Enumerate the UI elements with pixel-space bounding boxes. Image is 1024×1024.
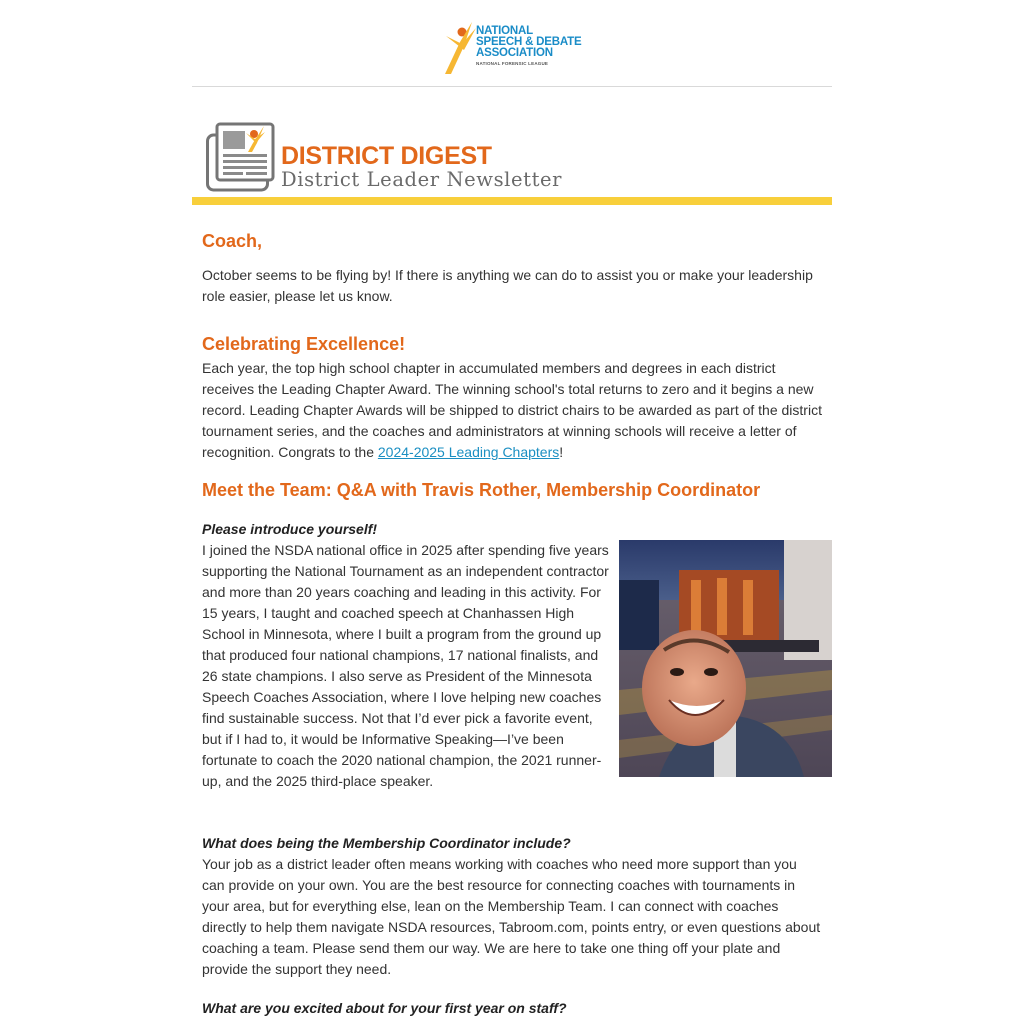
answer-1: I joined the NSDA national office in 2025 after spending five years supporting the National Tournament as an independent contractor and more than 20 years coaching and leading in this activity. For 15 years, I taught and coached speech at Chanhassen High School in Minnesota, where I built a program from the ground up that produced four national champions, 17 national finalists, and 26 state champions. I also serve as President of the Minnesota Speech Coaches Association, where I love helping new coaches find sustainable success. Not that I’d ever pick a favorite event, but if I had to, it would be Informative Speaking—I’ve been fortunate to coach the 2020 national champion, the 2021 runner-up, and the 2025 third-place speaker. <box>202 542 609 789</box>
header <box>192 0 832 87</box>
question-3: What are you excited about for your first year on staff? <box>202 1000 567 1016</box>
logo-tagline: NATIONAL FORENSIC LEAGUE <box>476 61 549 66</box>
excellence-heading: Celebrating Excellence! <box>202 334 406 354</box>
team-q1-block <box>202 519 612 792</box>
team-q2-block <box>202 833 822 980</box>
newspaper-icon <box>206 121 276 193</box>
banner-subtitle: District Leader Newsletter <box>281 168 563 191</box>
banner-divider <box>192 197 832 205</box>
greeting-heading: Coach, <box>202 231 263 251</box>
district-digest-banner <box>192 118 832 198</box>
logo-wordmark <box>476 26 581 59</box>
leading-chapters-link[interactable]: 2024-2025 Leading Chapters <box>377 444 560 460</box>
team-heading-block <box>202 479 822 501</box>
logo-line-2: SPEECH & DEBATE <box>476 36 582 48</box>
team-q3-block <box>202 998 822 1019</box>
greeting-body: October seems to be flying by! If there is anything we can do to assist you or make your leadership role easier, please let us know. <box>202 267 813 304</box>
travis-rother-photo <box>619 540 832 777</box>
excellence-body <box>202 358 822 463</box>
question-2: What does being the Membership Coordinator include? <box>202 835 571 851</box>
excellence-text-end: ! <box>559 444 564 460</box>
team-heading: Meet the Team: Q&A with Travis Rother, Membership Coordinator <box>202 480 761 500</box>
excellence-section <box>202 333 822 463</box>
answer-2: Your job as a district leader often means working with coaches who need more support than you can provide on your own. You are the best resource for connecting coaches with tournaments in your area, but for everything else, lean on the Membership Team. I can connect with coaches directly to help them navigate NSDA resources, Tabroom.com, points entry, or even questions about coaching a team. Please send them our way. We are here to take one thing off your plate and provide the support they need. <box>202 856 821 977</box>
nsda-figure-icon <box>442 20 478 76</box>
logo-line-3: ASSOCIATION <box>476 47 553 59</box>
banner-title: DISTRICT DIGEST <box>281 142 492 170</box>
logo-line-1: NATIONAL <box>476 25 533 37</box>
greeting-section <box>202 230 822 307</box>
question-1: Please introduce yourself! <box>202 521 378 537</box>
excellence-text: Each year, the top high school chapter in accumulated members and degrees in each district receives the Leading Chapter Award. The winning school's total returns to zero and it begins a new record. Leading Chapter Awards will be shipped to district chairs to be awarded as part of the district tournament series, and the coaches and administrators at winning schools will receive a letter of recognition. Congrats to the <box>202 360 822 460</box>
nsda-logo[interactable] <box>442 20 582 76</box>
